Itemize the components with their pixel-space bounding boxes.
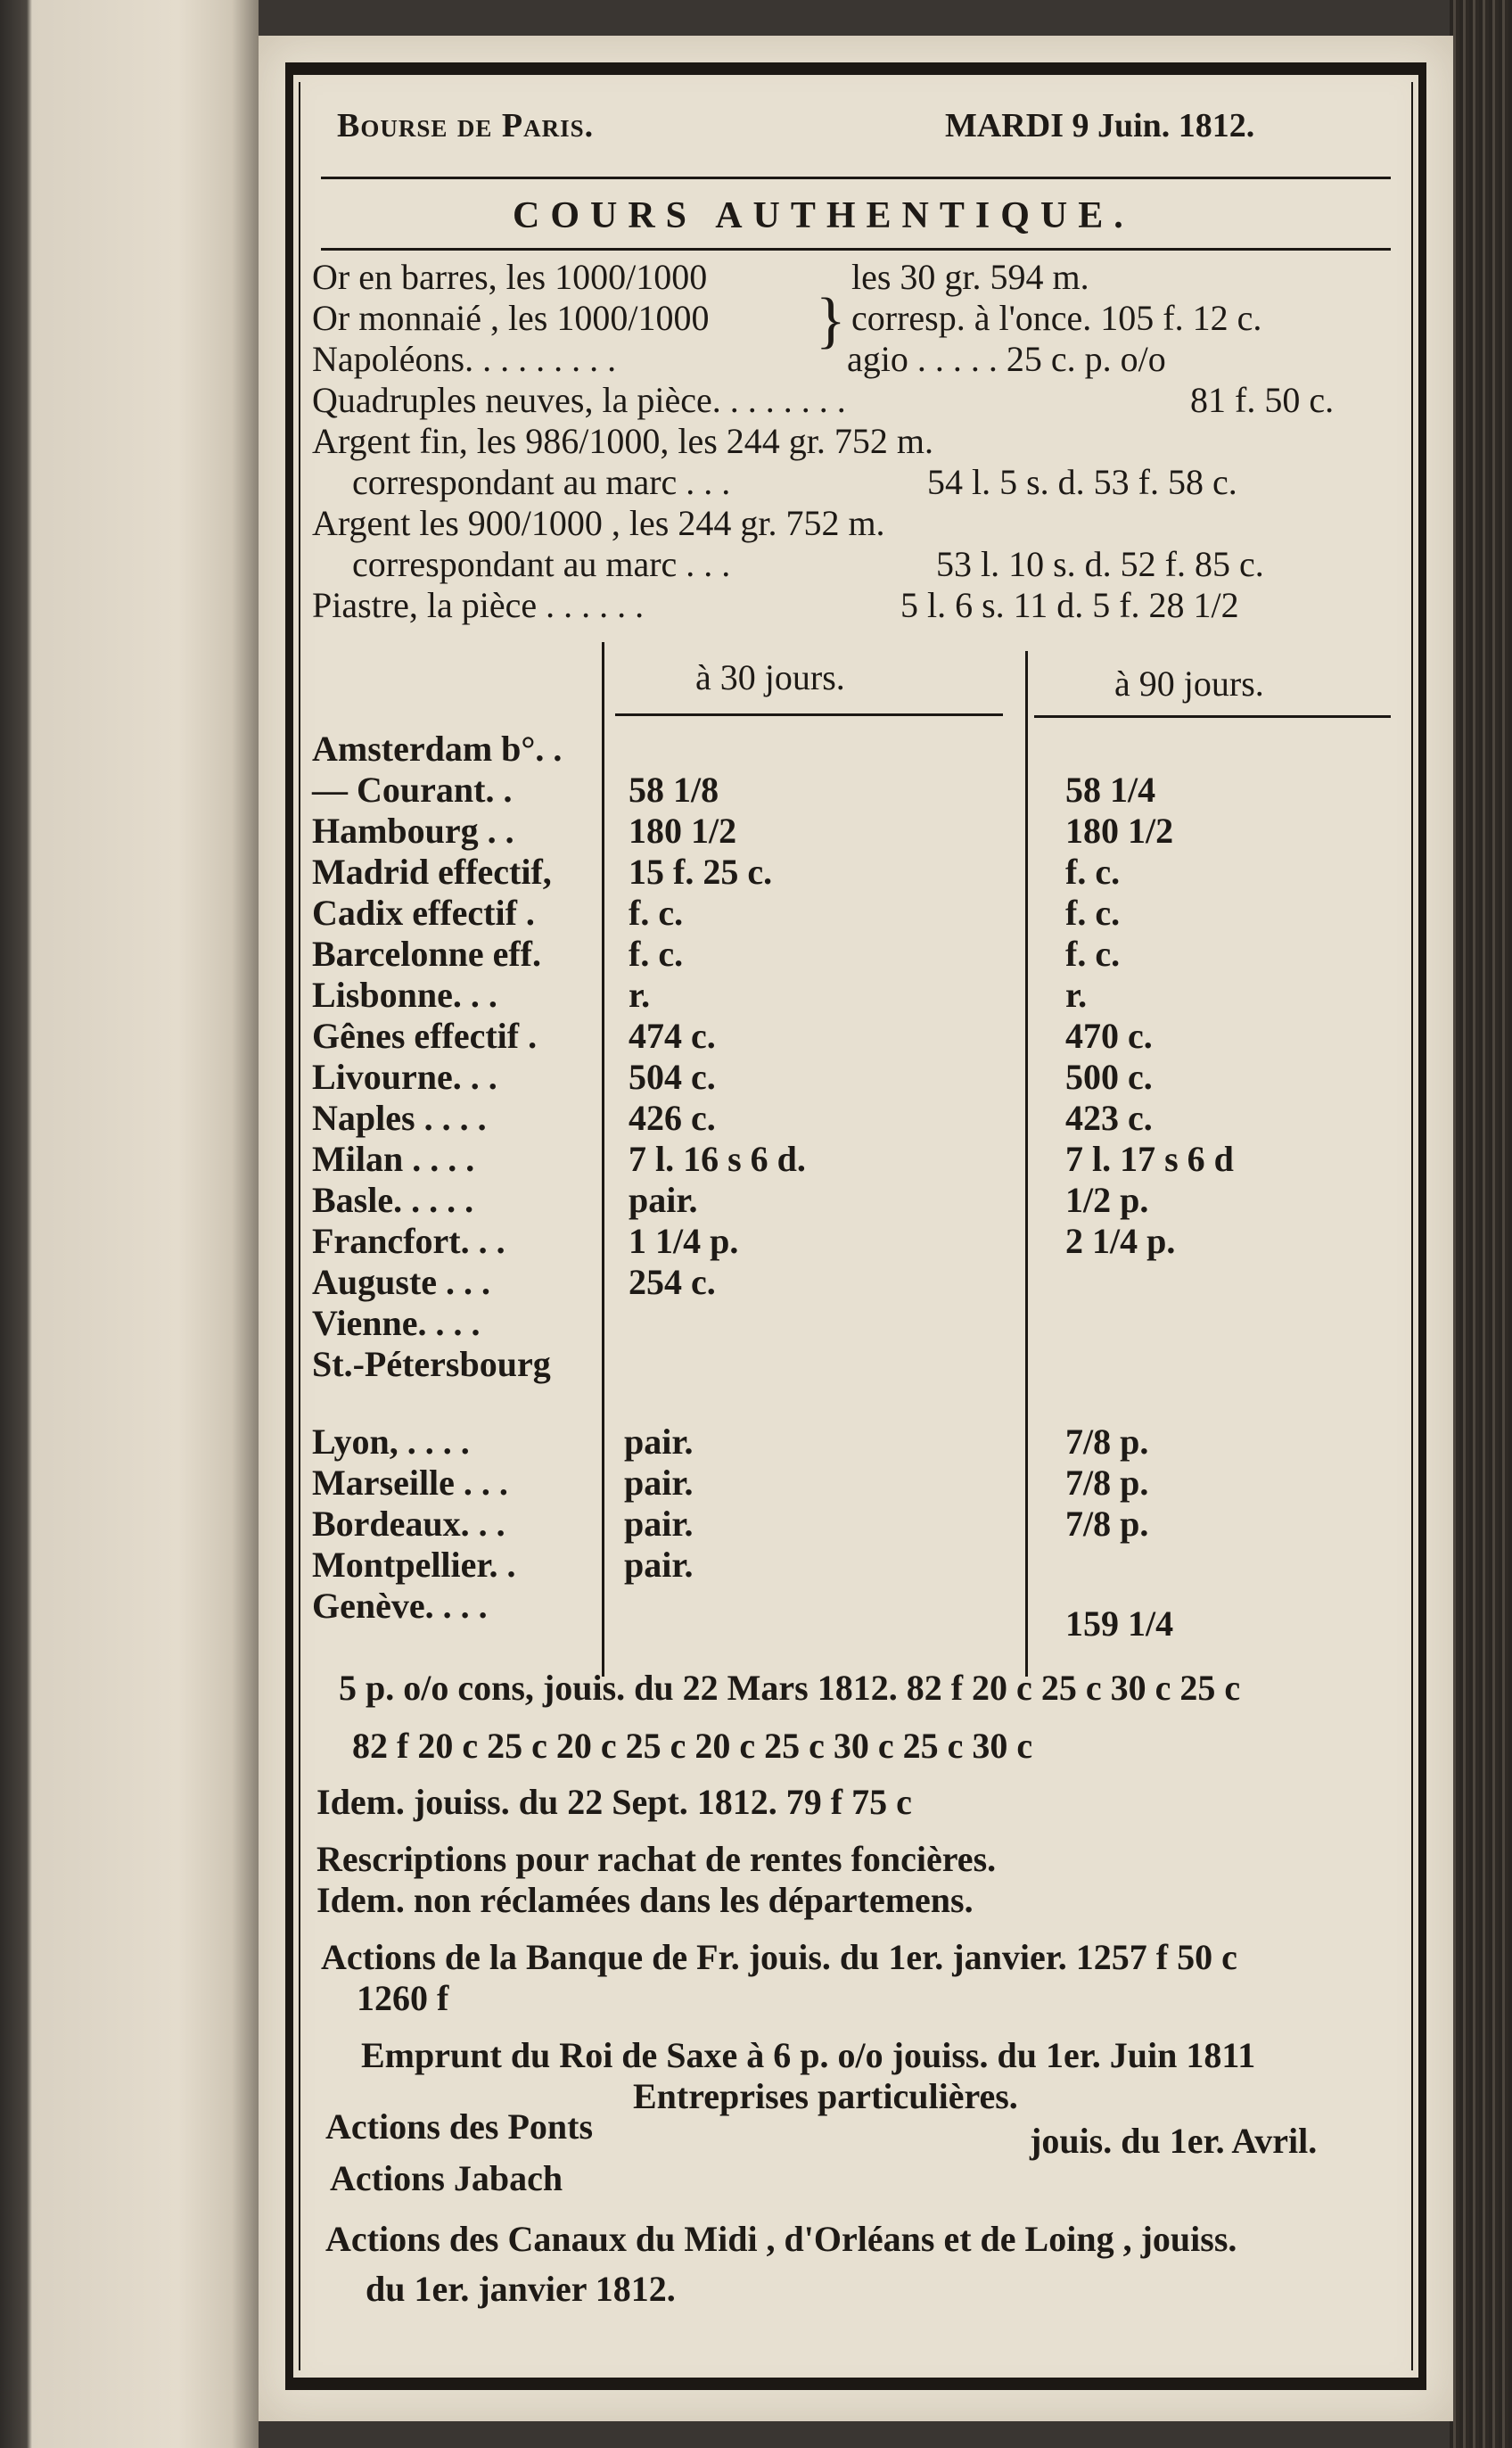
fund-line: 82 f 20 c 25 c 20 c 25 c 20 c 25 c 30 c 25 c 30 c <box>352 1726 1033 1766</box>
metal-value: 53 l. 10 s. d. 52 f. 85 c. <box>936 544 1264 584</box>
rule <box>1034 715 1391 718</box>
rate-30-days: 58 1/8 <box>629 770 719 810</box>
fund-line: jouis. du 1er. Avril. <box>1030 2121 1318 2161</box>
rate-30-days: 504 c. <box>629 1057 716 1097</box>
exchange-place: Lyon, . . . . <box>312 1422 470 1462</box>
fund-line: Actions Jabach <box>330 2158 563 2198</box>
column-divider <box>1025 651 1028 1677</box>
rate-90-days: 7/8 p. <box>1065 1463 1149 1503</box>
exchange-place: Lisbonne. . . <box>312 975 497 1015</box>
metal-line: Or monnaié , les 1000/1000 <box>312 298 710 338</box>
rate-30-days: 15 f. 25 c. <box>629 852 773 892</box>
fund-line: Actions des Canaux du Midi , d'Orléans et de Loing , jouiss. <box>325 2219 1237 2259</box>
exchange-place: Hambourg . . <box>312 811 514 851</box>
fund-line: du 1er. janvier 1812. <box>366 2269 676 2309</box>
page <box>259 36 1453 2421</box>
exchange-place: St.-Pétersbourg <box>312 1344 551 1384</box>
fund-line: Actions des Ponts <box>325 2106 594 2147</box>
rate-30-days: f. c. <box>629 893 684 933</box>
rate-30-days: pair. <box>629 1180 698 1220</box>
exchange-place: Gênes effectif . <box>312 1016 538 1056</box>
rate-30-days: 254 c. <box>629 1262 716 1302</box>
column-header-30: à 30 jours. <box>695 657 845 697</box>
exchange-place: Genève. . . . <box>312 1586 488 1626</box>
rate-90-days: 470 c. <box>1065 1016 1153 1056</box>
exchange-place: Basle. . . . . <box>312 1180 474 1220</box>
exchange-place: Marseille . . . <box>312 1463 508 1503</box>
rate-90-days: f. c. <box>1065 934 1121 974</box>
metal-value: 54 l. 5 s. d. 53 f. 58 c. <box>927 462 1237 502</box>
exchange-place: Barcelonne eff. <box>312 934 541 974</box>
metal-line: correspondant au marc . . . <box>352 544 731 584</box>
fund-line: Actions de la Banque de Fr. jouis. du 1er. janvier. 1257 f 50 c <box>321 1937 1237 1977</box>
rate-90-days: 423 c. <box>1065 1098 1153 1138</box>
rate-30-days: 426 c. <box>629 1098 716 1138</box>
metal-line: Piastre, la pièce . . . . . . <box>312 585 645 625</box>
exchange-place: Montpellier. . <box>312 1545 516 1585</box>
column-header-90: à 90 jours. <box>1114 664 1264 704</box>
rate-90-days: 7 l. 17 s 6 d <box>1065 1139 1234 1179</box>
metal-value: corresp. à l'once. 105 f. 12 c. <box>851 298 1262 338</box>
rate-30-days: 1 1/4 p. <box>629 1221 739 1261</box>
exchange-place: Cadix effectif . <box>312 893 535 933</box>
metal-value: 81 f. 50 c. <box>1190 380 1335 420</box>
column-divider <box>602 642 604 1677</box>
header-right: MARDI 9 Juin. 1812. <box>945 107 1255 144</box>
rate-90-days: f. c. <box>1065 893 1121 933</box>
rate-90-days: 2 1/4 p. <box>1065 1221 1176 1261</box>
rate-30-days: pair. <box>624 1422 694 1462</box>
rate-30-days: 7 l. 16 s 6 d. <box>629 1139 806 1179</box>
header-left: Bourse de Paris. <box>337 107 595 144</box>
exchange-place: Naples . . . . <box>312 1098 487 1138</box>
rule <box>321 177 1391 179</box>
rate-30-days: 474 c. <box>629 1016 716 1056</box>
rate-90-days: 7/8 p. <box>1065 1504 1149 1544</box>
rate-30-days: f. c. <box>629 934 684 974</box>
metal-value: 5 l. 6 s. 11 d. 5 f. 28 1/2 <box>900 585 1239 625</box>
exchange-place: Auguste . . . <box>312 1262 491 1302</box>
metal-line: Napoléons. . . . . . . . . <box>312 339 617 379</box>
metal-line: correspondant au marc . . . <box>352 462 731 502</box>
exchange-place: Milan . . . . <box>312 1139 475 1179</box>
rate-90-days: r. <box>1065 975 1088 1015</box>
metal-value: agio . . . . . 25 c. p. o/o <box>847 339 1166 379</box>
fund-line: Rescriptions pour rachat de rentes foncières. <box>316 1839 997 1879</box>
rate-90-days: 58 1/4 <box>1065 770 1156 810</box>
rule <box>321 248 1391 251</box>
fund-line: Idem. non réclamées dans les départemens. <box>316 1880 974 1920</box>
rule <box>615 713 1003 716</box>
rate-90-days: 159 1/4 <box>1065 1603 1174 1644</box>
book-page-edges <box>1450 0 1512 2448</box>
metal-line: Quadruples neuves, la pièce. . . . . . . . <box>312 380 846 420</box>
section-heading: Entreprises particulières. <box>633 2076 1018 2116</box>
exchange-place: Livourne. . . <box>312 1057 497 1097</box>
rate-90-days: 180 1/2 <box>1065 811 1174 851</box>
rate-30-days: 180 1/2 <box>629 811 737 851</box>
metal-line: Argent fin, les 986/1000, les 244 gr. 752 m. <box>312 421 933 461</box>
rate-90-days: 1/2 p. <box>1065 1180 1149 1220</box>
exchange-place: Amsterdam b°. . <box>312 729 563 769</box>
fund-line: Idem. jouiss. du 22 Sept. 1812. 79 f 75 c <box>316 1782 912 1822</box>
rate-90-days: 7/8 p. <box>1065 1422 1149 1462</box>
fund-line: 5 p. o/o cons, jouis. du 22 Mars 1812. 82 f 20 c 25 c 30 c 25 c <box>339 1668 1241 1708</box>
rate-90-days: f. c. <box>1065 852 1121 892</box>
metal-line: Argent les 900/1000 , les 244 gr. 752 m. <box>312 503 885 543</box>
brace: } <box>816 286 846 355</box>
rate-30-days: pair. <box>624 1504 694 1544</box>
book-binding-left <box>0 0 259 2448</box>
rate-30-days: r. <box>629 975 651 1015</box>
exchange-place: Madrid effectif, <box>312 852 552 892</box>
rate-30-days: pair. <box>624 1545 694 1585</box>
fund-line: Emprunt du Roi de Saxe à 6 p. o/o jouiss. du 1er. Juin 1811 <box>361 2035 1256 2075</box>
fund-line: 1260 f <box>357 1978 449 2018</box>
exchange-place: — Courant. . <box>312 770 513 810</box>
exchange-place: Vienne. . . . <box>312 1303 481 1343</box>
metal-value: les 30 gr. 594 m. <box>851 257 1089 297</box>
exchange-place: Bordeaux. . . <box>312 1504 505 1544</box>
rate-30-days: pair. <box>624 1463 694 1503</box>
metal-line: Or en barres, les 1000/1000 <box>312 257 708 297</box>
page-title: COURS AUTHENTIQUE. <box>513 195 1134 236</box>
exchange-place: Francfort. . . <box>312 1221 505 1261</box>
rate-90-days: 500 c. <box>1065 1057 1153 1097</box>
